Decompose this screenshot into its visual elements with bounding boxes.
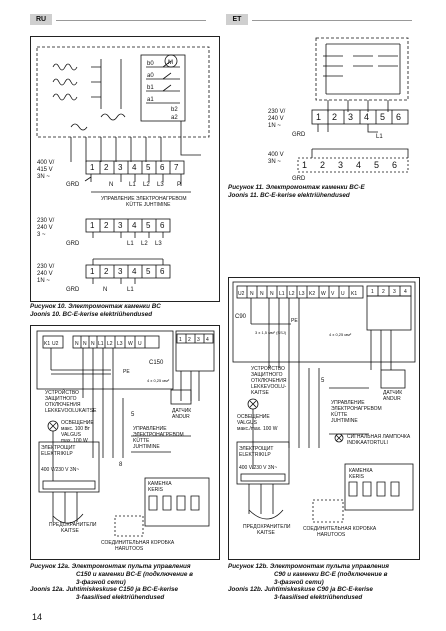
b3-grd: GRD [66,287,80,293]
b2-l2: L2 [141,241,148,247]
fig11-terminal-3: 3 [348,112,354,122]
fig12a-num-8: 8 [119,462,123,468]
fig12b-rcd-et-2: KAITSE [251,390,269,396]
fig11-b2-terminal-5: 5 [374,160,380,170]
fig12b-lamp-ru: СИГНАЛЬНАЯ ЛАМПОЧКА [347,434,411,440]
fig12b-term-n2: N [260,291,264,297]
fig12a-rcd-et: LEKKEVOOLUKAITSE [45,408,97,414]
fig11-caption-ru-text: Электромонтаж каменки BC-E [265,184,365,191]
fig12a-box-et: HARUTOOS [115,546,144,552]
fig10-caption-et-text: BC-E-kerise elektriühendused [62,310,153,318]
fig11-terminal-5: 5 [380,112,386,122]
fig12b-ctl-3: KÜTTE [331,412,348,418]
control-label-et: KÜTTE JUHTIMINE [126,202,171,208]
fig12b-lamp-et: INDIKAATORTULI [347,440,388,446]
fig11-caption-et-text: BC-E-kerise elektriühendused [260,191,350,199]
fig12a-term-w: W [128,341,133,347]
fig11-terminal-2: 2 [332,112,338,122]
fig10-caption-ru-num: Рисунок 10. [30,303,67,310]
fig12b-caption-ru-line2: C90 и каменки BC-E (подключение в [274,570,388,578]
figure-10-diagram [31,37,219,301]
fig12b-rcd-ru-3: ОТКЛЮЧЕНИЯ [251,378,287,384]
b2-phase: 3 ~ [37,232,46,238]
fig12a-pe: PE [123,369,130,375]
fig12a-meter-ru: ЭЛЕКТРОЩИТ [41,445,76,451]
b3-phase: 1N ~ [37,278,50,284]
fig12b-rcd-ru-2: ЗАЩИТНОГО [251,372,283,378]
b2-voltage-1: 230 V/ [37,218,55,224]
fig12b-term-u2: U2 [238,291,245,297]
l2-label: L2 [143,182,150,188]
fig10-caption-ru-text: Электромонтаж каменки BC [68,303,161,310]
fig12a-small-3: 3 [197,337,200,343]
fig12b-small-2: 2 [382,289,385,295]
l1-label: L1 [129,182,136,188]
fig12b-light-ru: ОСВЕЩЕНИЕ [237,414,270,420]
fig11-b2-terminal-4: 4 [356,160,362,170]
figure-12b-frame [228,277,420,560]
fig12a-term-l3: L3 [117,341,123,347]
b3-terminal-5: 5 [146,267,151,276]
terminal-4: 4 [132,163,137,172]
fig12b-ctl-4: JUHTIMINE [331,418,358,424]
terminal-2: 2 [104,163,109,172]
fig12b-fuse-et: KAITSE [257,530,275,536]
figure-12a-diagram [31,326,219,559]
fig12a-caption-ru-line3: 3-фазной сети) [76,578,126,586]
fig11-b2-terminal-3: 3 [338,160,344,170]
fig12a-ctl-4: JUHTIMINE [133,444,160,450]
fig12a-heater-et: KERIS [148,487,164,493]
fig11-voltage-2: 240 V [268,116,284,122]
fig12a-term-n1: N [75,341,79,347]
fig12b-heater-ru: КАМЕНКА [349,468,373,474]
fig12a-term-n3: N [91,341,95,347]
fig12b-small-3: 3 [393,289,396,295]
fig12a-light-max1: макс. 100 Вт [61,426,90,432]
fig11-terminal-4: 4 [364,112,370,122]
fig12a-rcd-ru-1: УСТРОЙСТВО [45,390,79,396]
heater-label-b1: b1 [147,85,154,91]
b2-l3: L3 [155,241,162,247]
fig11-voltage-1: 230 V/ [268,109,286,115]
fig12a-term-l1: L1 [98,341,104,347]
fig12a-term-l2: L2 [107,341,113,347]
b2-terminal-4: 4 [132,221,137,230]
terminal-3: 3 [118,163,123,172]
fig12a-caption-ru-num: Рисунок 12a. [30,563,70,570]
fig12a-sensor-et: ANDUR [172,414,190,420]
fig11-b2-terminal-1: 1 [302,160,308,170]
fig12a-heater-ru: КАМЕНКА [148,481,172,487]
b2-terminal-3: 3 [118,221,123,230]
n-label: N [109,182,114,188]
fig12a-small-2: 2 [188,337,191,343]
fig12b-box-ru: СОЕДИНИТЕЛЬНАЯ КОРОБКА [303,526,377,532]
fig12b-caption-ru-line3: 3-фазной сети) [274,578,324,586]
b3-voltage-1: 230 V/ [37,264,55,270]
fig12b-term-l3: L3 [299,291,305,297]
fig12a-rcd-ru-3: ОТКЛЮЧЕНИЯ [45,402,81,408]
fig12b-term-n1: N [250,291,254,297]
fig12b-caption-ru-text: Электромонтаж пульта управления [269,563,389,570]
motor-label: M [168,60,173,66]
p-label: P [177,182,182,188]
fig12b-meter-ru: ЭЛЕКТРОЩИТ [239,446,274,452]
fig12b-box-et: HARUTOOS [317,532,346,538]
fig12b-num-5: 5 [321,378,325,384]
figure-10-caption [30,303,225,319]
fig12b-pe: PE [291,318,298,324]
fig12a-term-n2: N [83,341,87,347]
figure-12b-caption [228,563,428,602]
b2-grd: GRD [66,241,80,247]
fig12a-small-4: 4 [206,337,209,343]
fig11-b2-terminal-6: 6 [392,160,398,170]
fig12a-ctl-3: KÜTTE [133,438,150,444]
fig12a-term-u: U [138,341,142,347]
fig12b-sensor-et: ANDUR [383,396,401,402]
fig12b-cable-2: 3 x 1,5 мм² (SSJ) [255,330,287,335]
terminal-6: 6 [160,163,165,172]
fig12a-light-ru: ОСВЕЩЕНИЕ [61,420,94,426]
control-label-ru: УПРАВЛЕНИЕ ЭЛЕКТРОНАГРЕВОМ [101,196,187,202]
terminal-5: 5 [146,163,151,172]
b2-terminal-6: 6 [160,221,165,230]
fig12b-term-n3: N [270,291,274,297]
b3-n: N [103,287,108,293]
fig12b-rcd-et-1: LEKKEVOOLU- [251,384,287,390]
fig12b-term-k1: K1 [351,291,358,297]
b2-voltage-2: 240 V [37,225,53,231]
fig11-grd: GRD [292,132,306,138]
fig12a-ctl-1: УПРАВЛЕНИЕ [133,426,167,432]
fig12a-term-u2: U2 [52,341,59,347]
fig12b-sensor-ru: ДАТЧИК [383,390,403,396]
terminal-1: 1 [90,163,95,172]
b3-terminal-1: 1 [90,267,95,276]
fig12b-term-k2: K2 [309,291,316,297]
fig12b-meter-et: ELEKTRIKILP [239,452,271,458]
heater-label-a1: a1 [147,97,154,103]
fig12a-num-5: 5 [131,412,135,418]
b2-terminal-1: 1 [90,221,95,230]
fig12a-fuse-et: KAITSE [61,528,79,534]
heater-label-b2: b2 [171,107,178,113]
figure-11-diagram [228,32,423,182]
b2-terminal-5: 5 [146,221,151,230]
l3-label: L3 [157,182,164,188]
fig12b-term-l1: L1 [279,291,285,297]
fig12b-term-l2: L2 [289,291,295,297]
fig11-terminal-6: 6 [396,112,402,122]
fig11-phase: 1N ~ [268,123,281,129]
fig12a-ctl-2: ЭЛЕКТРОНАГРЕВОМ [133,432,184,438]
fig10-caption-et-num: Joonis 10. [30,310,61,318]
fig12b-term-v: V [331,291,335,297]
fig12a-caption-ru-line2: C150 и каменки BC-E (подключение в [76,570,193,578]
b3-voltage-2: 240 V [37,271,53,277]
fig12a-model: C150 [149,360,164,366]
fig12a-box-ru: СОЕДИНИТЕЛЬНАЯ КОРОБКА [101,540,175,546]
fig12a-caption-ru-text: Электромонтаж пульта управления [71,563,191,570]
fig12b-heater-et: KERIS [349,474,365,480]
grd-label: GRD [66,182,80,188]
fig11-b2-voltage: 400 V [268,152,284,158]
fig12a-caption-et-num: Joonis 12a. [30,586,65,594]
fig12b-caption-et-line2: 3-faasilised elektriühendused [274,594,363,602]
fig12a-caption-et-line2: 3-faasilised elektriühendused [76,594,165,602]
fig12b-cable-1: 4 x 0,25 мм² [329,332,352,337]
fig11-caption-et-num: Joonis 11. [228,191,259,199]
figure-12b-diagram [229,278,419,559]
fig12b-term-w: W [321,291,326,297]
fig12b-caption-et-num: Joonis 12b. [228,586,263,594]
figure-12a-caption [30,563,228,602]
lang-tag-et: ET [226,14,248,25]
fig12b-small-4: 4 [404,289,407,295]
fig12a-supply: 400 V/230 V 3N~ [41,467,80,473]
fig12a-small-1: 1 [179,337,182,343]
terminal-7: 7 [174,163,179,172]
fig11-b2-phase: 3N ~ [268,159,281,165]
fig12a-sensor-ru: ДАТЧИК [172,408,192,414]
fig12b-light-et: VALGUS [237,420,257,426]
fig12b-rcd-ru-1: УСТРОЙСТВО [251,366,285,372]
fig11-b2-terminal-2: 2 [320,160,326,170]
b2-terminal-2: 2 [104,221,109,230]
figure-12a-frame [30,325,220,560]
fig12b-ctl-2: ЭЛЕКТРОНАГРЕВОМ [331,406,382,412]
fig12b-caption-et-text: Juhtimiskeskuse C90 ja BC-E-kerise [264,586,373,594]
fig12a-cable: 4 x 0,25 мм² [147,378,170,383]
fig12b-light-max: макс./max. 100 W [237,426,278,432]
figure-11-caption [228,184,423,200]
fig12b-supply: 400 V/230 V 3N~ [239,465,278,471]
voltage-label-1: 400 V/ [37,160,55,166]
b3-terminal-4: 4 [132,267,137,276]
fig12b-model: C90 [235,314,247,320]
fig12a-light-max2: max. 100 W [61,438,88,444]
fig11-caption-ru-num: Рисунок 11. [228,184,264,191]
voltage-label-2: 415 V [37,167,53,173]
fig12b-small-1: 1 [371,289,374,295]
fig12a-rcd-ru-2: ЗАЩИТНОГО [45,396,77,402]
fig11-terminal-1: 1 [316,112,322,122]
b3-terminal-2: 2 [104,267,109,276]
b3-terminal-3: 3 [118,267,123,276]
fig12a-caption-et-text: Juhtimiskeskuse C150 ja BC-E-kerise [66,586,179,594]
fig11-l1: L1 [376,134,383,140]
heater-label-b0: b0 [147,61,154,67]
page-number: 14 [32,612,43,622]
lang-tag-ru: RU [30,14,52,25]
header-rule-right [252,20,412,21]
b2-l1: L1 [127,241,134,247]
header-rule-left [56,20,206,21]
phase-label: 3N ~ [37,174,50,180]
fig12b-fuse-ru: ПРЕДОХРАНИТЕЛИ [243,524,291,530]
fig12a-meter-et: ELEKTRIKILP [41,451,73,457]
fig12b-term-u: U [341,291,345,297]
heater-label-a2: a2 [171,115,178,121]
fig12a-light-et: VALGUS [61,432,81,438]
heater-label-a0: a0 [147,73,154,79]
fig12b-ctl-1: УПРАВЛЕНИЕ [331,400,365,406]
figure-10-frame [30,36,220,302]
fig12a-term-k1: K1 [44,341,51,347]
fig12b-caption-ru-num: Рисунок 12b. [228,563,269,570]
b3-terminal-6: 6 [160,267,165,276]
fig11-b2-grd: GRD [292,176,306,182]
fig12a-fuse-ru: ПРЕДОХРАНИТЕЛИ [49,522,97,528]
b3-l1: L1 [127,287,134,293]
